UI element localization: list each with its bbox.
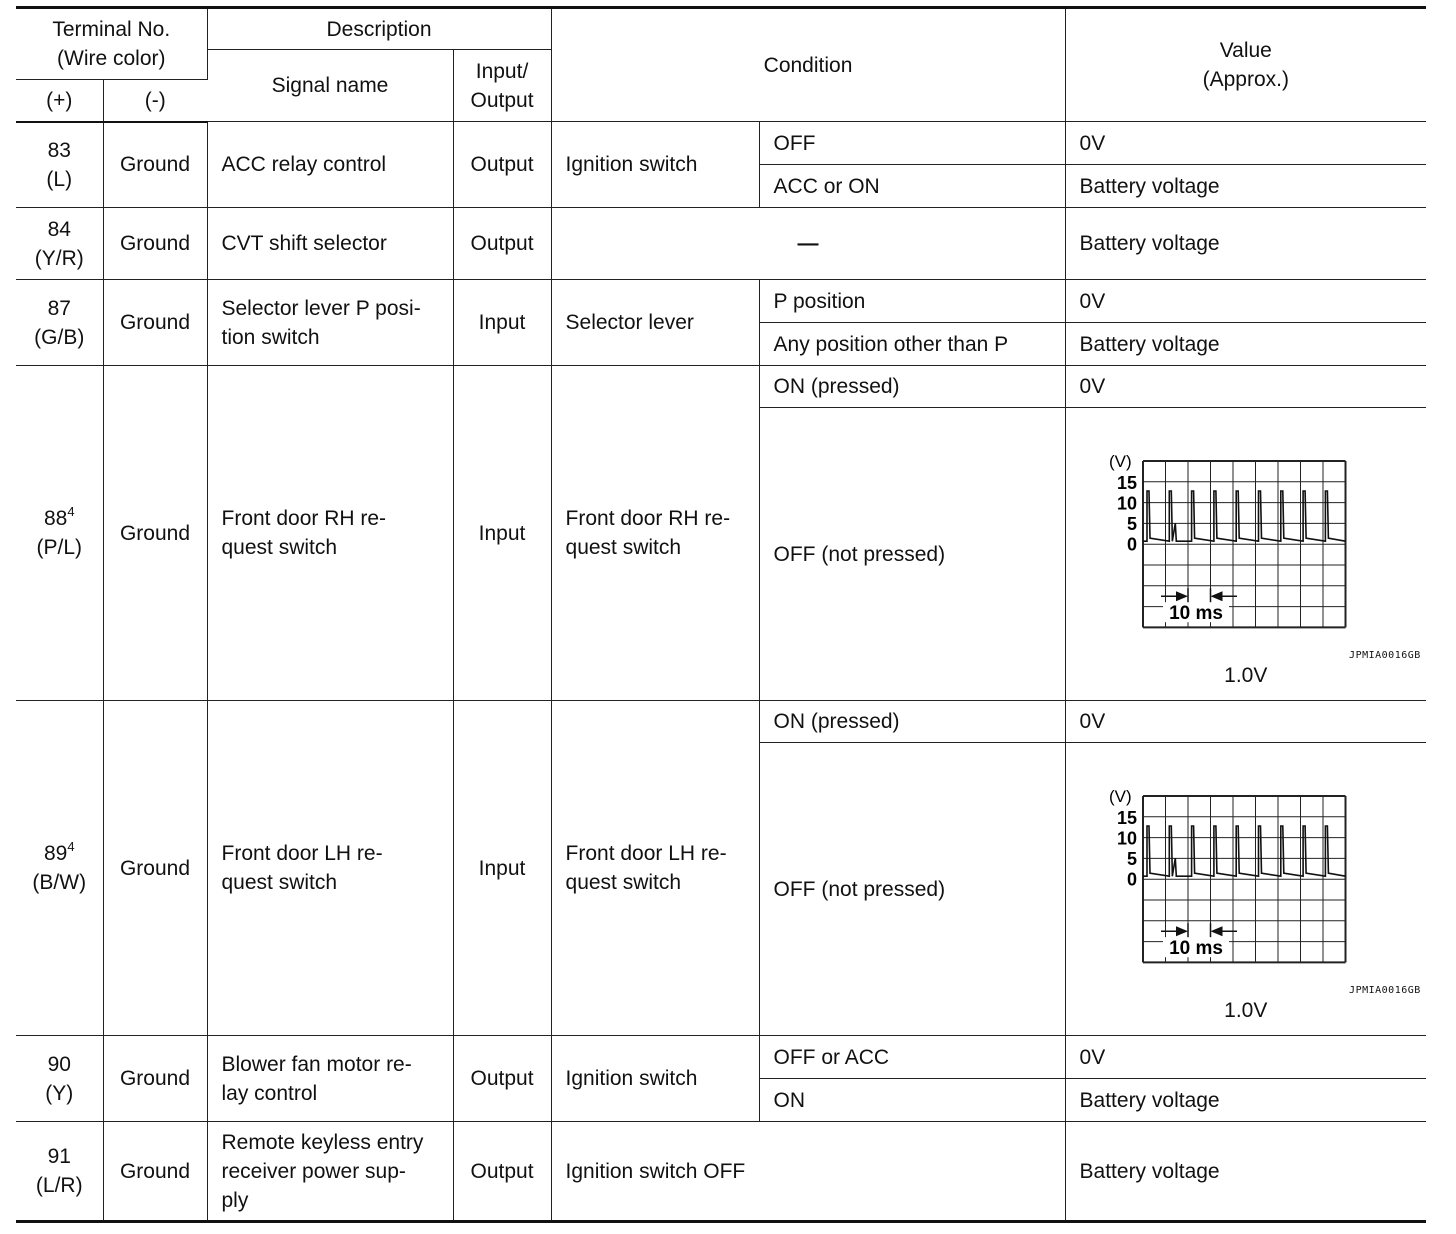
wire-color-label: (Wire color) [57, 47, 166, 70]
io-cell: Output [453, 122, 551, 208]
signal-name-cell [207, 122, 453, 208]
waveform-chart [1067, 744, 1425, 984]
tick-label: 10 [1116, 493, 1137, 514]
waveform-figure [1067, 744, 1425, 1034]
wire-color: (B/W) [32, 871, 87, 894]
signal-line: quest switch [221, 871, 338, 894]
state-cell: Any position other than P [759, 323, 1065, 366]
arrow-left-icon [1210, 926, 1222, 936]
minus-cell: Ground [103, 1036, 207, 1122]
table-row [16, 208, 1426, 280]
signal-line: lay control [221, 1081, 318, 1105]
terminal-cell [16, 208, 103, 280]
signal-line: CVT shift selector [221, 232, 387, 255]
footnote-mark: 4 [67, 839, 75, 854]
signal-line: quest switch [221, 536, 338, 559]
input-output-label-2: Output [470, 88, 534, 112]
condition-cell: — [551, 208, 1065, 280]
axis-unit: (V) [1108, 452, 1132, 471]
table-row [16, 1036, 1426, 1079]
table-row [16, 366, 1426, 408]
wire-color: (G/B) [34, 325, 85, 349]
signal-name-cell [207, 366, 453, 701]
signal-name-cell [207, 1122, 453, 1222]
terminal-number: 90 [47, 1052, 71, 1076]
value-header [1065, 8, 1426, 122]
minus-header: (-) [103, 80, 207, 122]
io-cell: Output [453, 1036, 551, 1122]
waveform-figure [1067, 409, 1425, 699]
waveform-trace [1143, 826, 1346, 876]
signal-line: Front door LH re- [221, 842, 383, 865]
signal-name-cell [207, 280, 453, 366]
terminal-number: 89 [43, 842, 68, 865]
state-cell: ON (pressed) [759, 701, 1065, 743]
waveform-value: 1.0V [1224, 664, 1268, 687]
signal-name-cell [207, 701, 453, 1036]
footnote-mark: 4 [67, 504, 75, 519]
state-cell: OFF [759, 122, 1065, 165]
arrow-right-icon [1176, 591, 1188, 601]
value-cell: 0V [1065, 1036, 1426, 1079]
input-output-label-1: Input/ [475, 59, 529, 83]
figure-code: JPMIA0016GB [1349, 650, 1421, 661]
value-cell: Battery voltage [1065, 165, 1426, 208]
terminal-cell [16, 122, 103, 208]
value-cell: 0V [1065, 701, 1426, 743]
terminal-number: 84 [47, 217, 71, 241]
state-cell: ACC or ON [759, 165, 1065, 208]
signal-line: Remote keyless entry [221, 1130, 424, 1154]
io-cell: Input [453, 280, 551, 366]
terminal-no-header [16, 8, 207, 80]
state-cell: OFF (not pressed) [759, 408, 1065, 701]
condition-line: quest switch [565, 871, 682, 894]
condition-cell [551, 366, 759, 701]
value-cell: 0V [1065, 280, 1426, 323]
condition-line: Front door RH re- [565, 507, 731, 530]
io-cell: Output [453, 208, 551, 280]
condition-line: quest switch [565, 536, 682, 559]
waveform-trace [1143, 491, 1346, 541]
signal-line: receiver power sup- [221, 1159, 406, 1183]
description-header: Description [207, 8, 551, 50]
table-row [16, 122, 1426, 165]
state-cell: OFF (not pressed) [759, 743, 1065, 1036]
io-cell: Output [453, 1122, 551, 1222]
wire-color: (L) [46, 167, 73, 191]
state-cell: ON [759, 1079, 1065, 1122]
signal-line: ply [221, 1188, 249, 1212]
axis-unit: (V) [1108, 787, 1132, 806]
approx-label: (Approx.) [1202, 68, 1289, 91]
wire-color: (Y/R) [34, 246, 84, 270]
value-cell: Battery voltage [1065, 323, 1426, 366]
value-cell: 0V [1065, 122, 1426, 165]
input-output-header [453, 50, 551, 122]
signal-name-cell [207, 1036, 453, 1122]
waveform-cell [1065, 408, 1426, 701]
signal-line: ACC relay control [221, 153, 387, 176]
wire-color: (P/L) [36, 536, 82, 559]
tick-label: 15 [1116, 473, 1137, 493]
terminal-number: 83 [47, 138, 71, 162]
state-cell: ON (pressed) [759, 366, 1065, 408]
terminal-cell [16, 280, 103, 366]
time-scale-label: 10 ms [1168, 603, 1223, 625]
minus-cell: Ground [103, 701, 207, 1036]
signal-line: tion switch [221, 325, 320, 349]
value-label: Value [1219, 39, 1272, 62]
time-scale-label: 10 ms [1168, 938, 1223, 960]
terminal-cell [16, 1122, 103, 1222]
tick-label: 0 [1126, 869, 1137, 890]
condition-cell [551, 701, 759, 1036]
tick-label: 15 [1116, 808, 1137, 828]
terminal-number: 91 [47, 1145, 71, 1168]
table-row [16, 1122, 1426, 1222]
waveform-value: 1.0V [1224, 999, 1268, 1022]
tick-label: 5 [1126, 514, 1137, 534]
signal-name-header: Signal name [207, 50, 453, 122]
condition-cell: Selector lever [551, 280, 759, 366]
io-cell: Input [453, 701, 551, 1036]
condition-cell: Ignition switch [551, 1036, 759, 1122]
tick-label: 0 [1126, 534, 1137, 555]
plus-header: (+) [16, 80, 103, 122]
minus-cell: Ground [103, 1122, 207, 1222]
condition-cell: Ignition switch [551, 122, 759, 208]
value-cell: Battery voltage [1065, 208, 1426, 280]
value-cell: 0V [1065, 366, 1426, 408]
signal-name-cell [207, 208, 453, 280]
terminal-number: 87 [47, 296, 71, 320]
state-cell: OFF or ACC [759, 1036, 1065, 1079]
minus-cell: Ground [103, 280, 207, 366]
terminal-number: 88 [43, 507, 68, 530]
terminal-cell [16, 1036, 103, 1122]
minus-cell: Ground [103, 366, 207, 701]
figure-code: JPMIA0016GB [1349, 985, 1421, 996]
condition-line: Front door LH re- [565, 842, 727, 865]
arrow-right-icon [1176, 926, 1188, 936]
state-cell: P position [759, 280, 1065, 323]
terminal-table [16, 6, 1426, 1223]
terminal-no-label: Terminal No. [52, 18, 171, 41]
signal-line: Selector lever P posi- [221, 296, 421, 320]
waveform-cell [1065, 743, 1426, 1036]
value-cell: Battery voltage [1065, 1079, 1426, 1122]
signal-line: Front door RH re- [221, 507, 387, 530]
condition-cell: Ignition switch OFF [551, 1122, 1065, 1222]
table-row [16, 280, 1426, 323]
arrow-left-icon [1210, 591, 1222, 601]
terminal-cell [16, 366, 103, 701]
wire-color: (Y) [45, 1081, 74, 1105]
wire-color: (L/R) [35, 1174, 83, 1197]
minus-cell: Ground [103, 208, 207, 280]
signal-line: Blower fan motor re- [221, 1052, 412, 1076]
tick-label: 10 [1116, 828, 1137, 849]
waveform-chart [1067, 409, 1425, 649]
minus-cell: Ground [103, 122, 207, 208]
io-cell: Input [453, 366, 551, 701]
terminal-cell [16, 701, 103, 1036]
table-row [16, 701, 1426, 743]
tick-label: 5 [1126, 849, 1137, 869]
condition-header: Condition [551, 8, 1065, 122]
value-cell: Battery voltage [1065, 1122, 1426, 1222]
